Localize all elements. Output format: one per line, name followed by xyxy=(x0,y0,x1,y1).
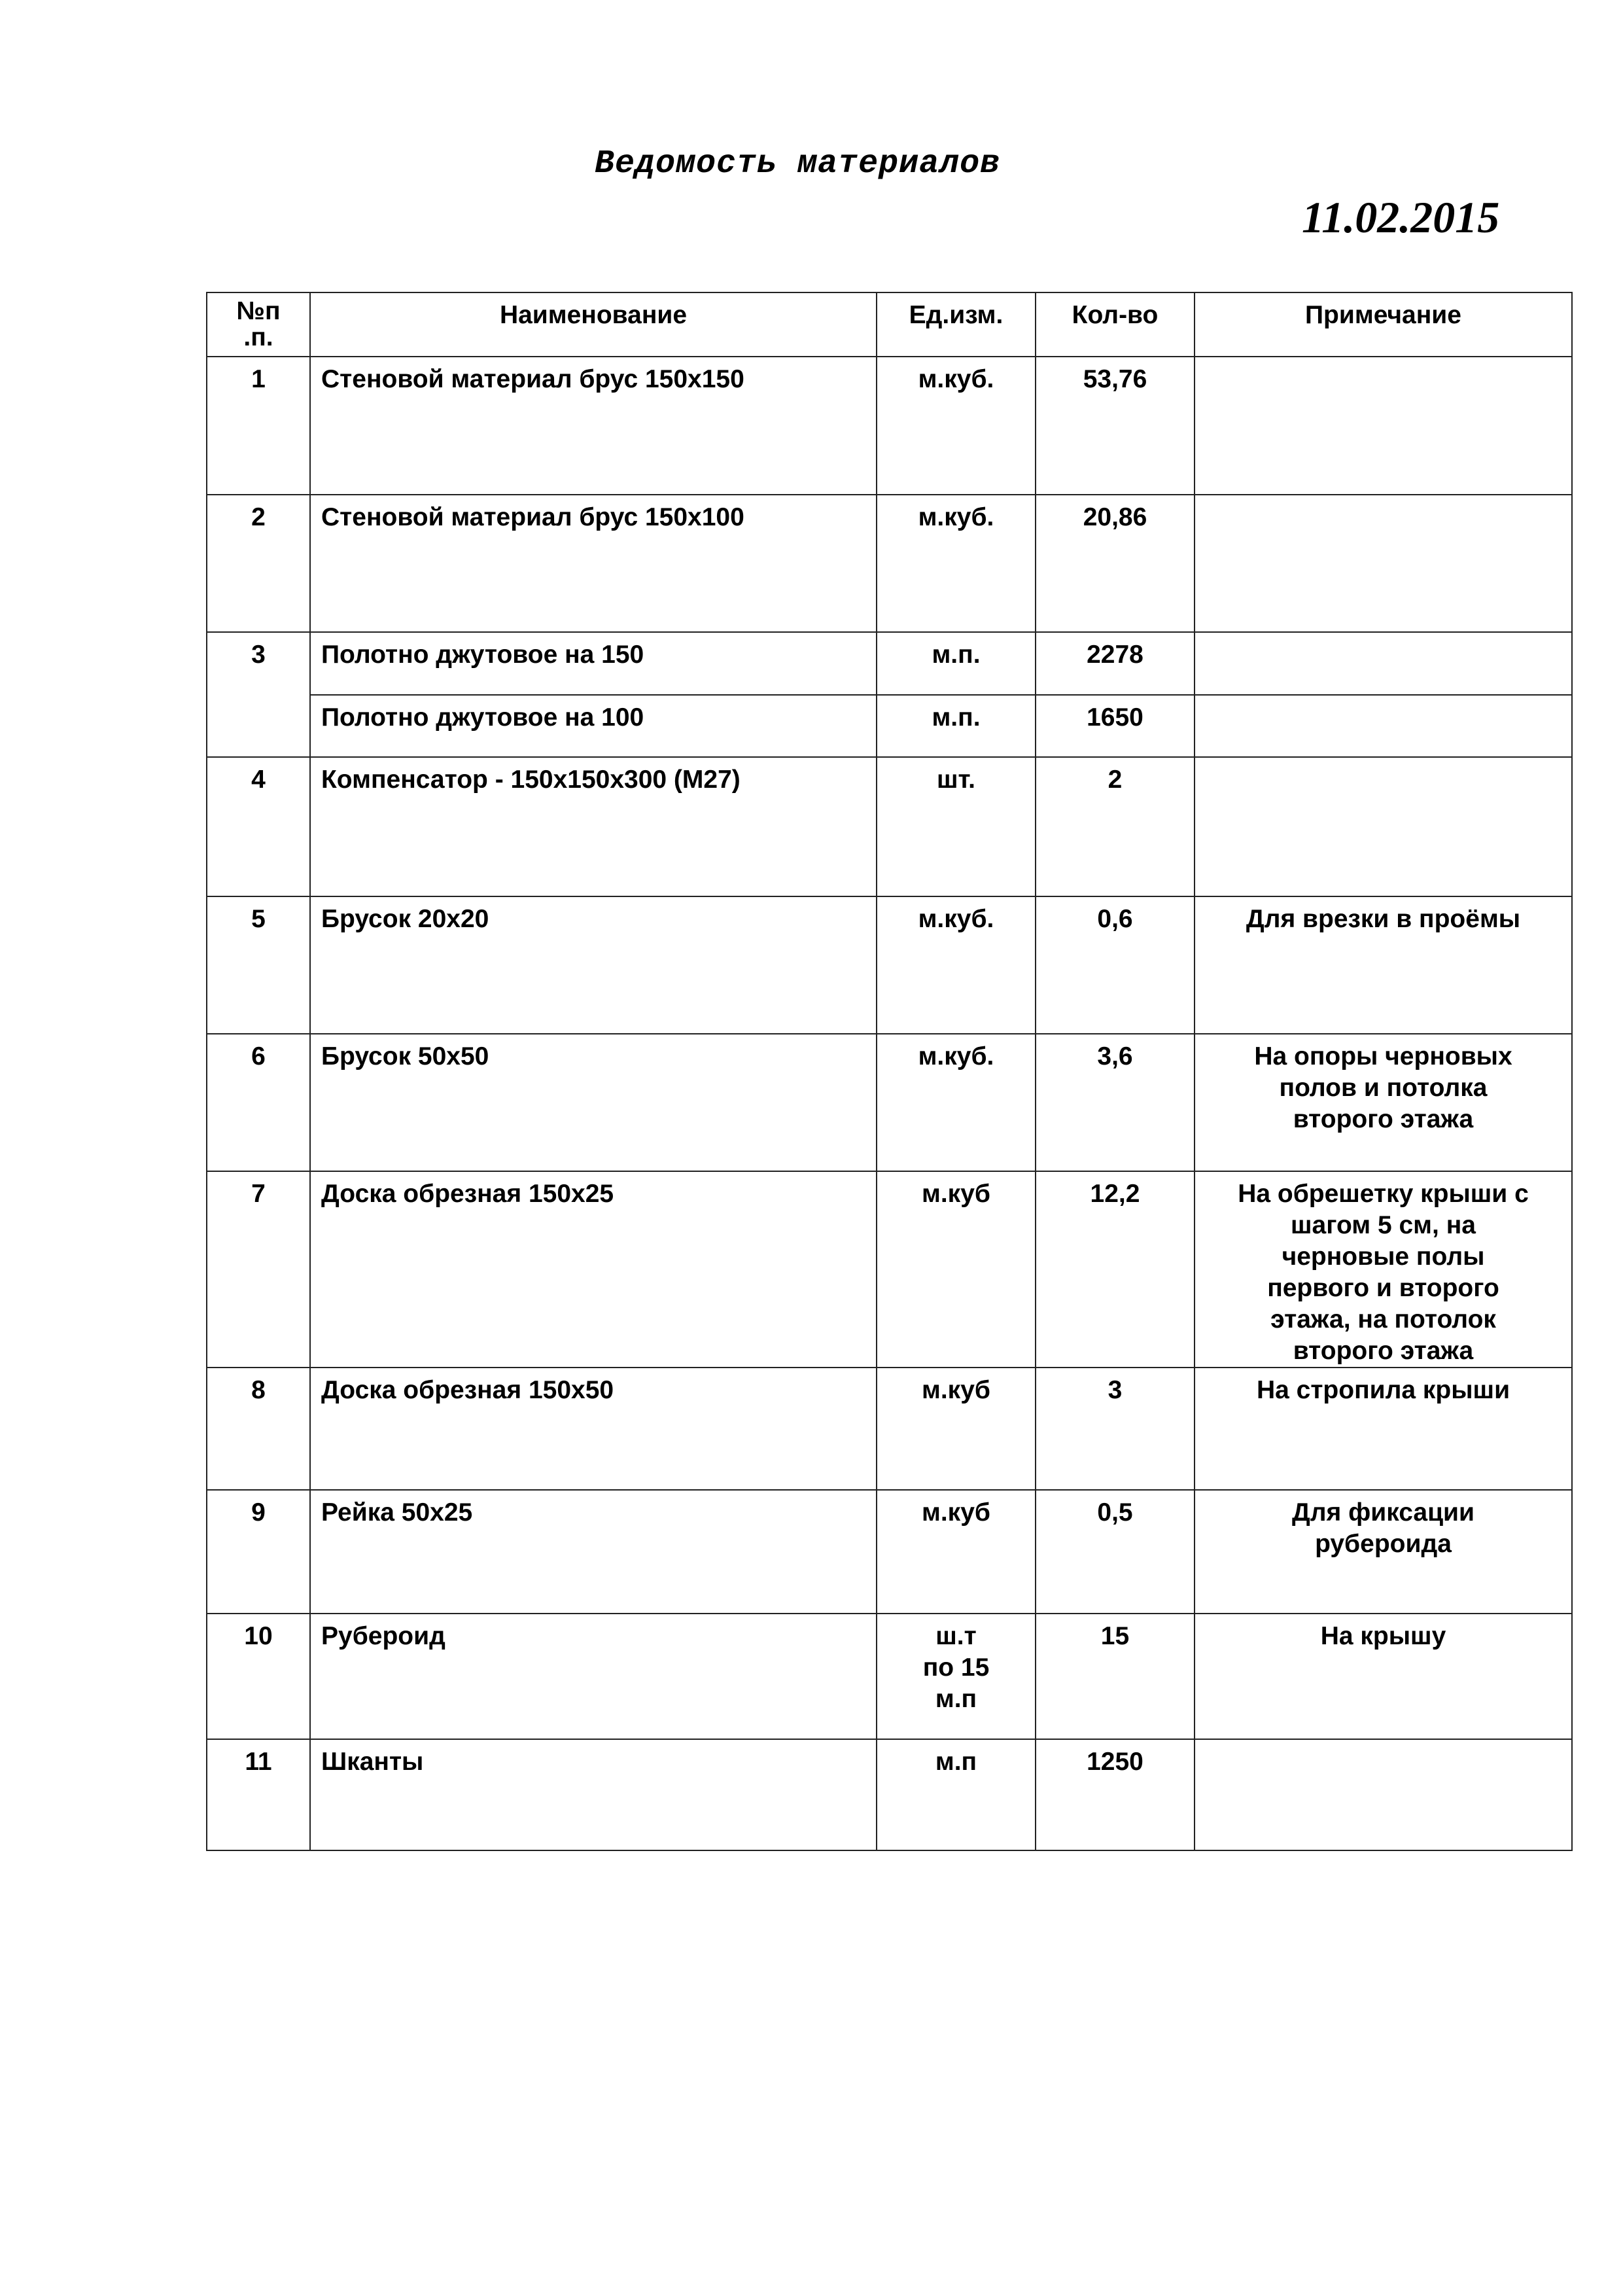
row-num: 1 xyxy=(207,357,310,495)
row-note: Для врезки в проёмы xyxy=(1195,896,1572,1034)
row-name: Рубероид xyxy=(310,1614,877,1739)
row-note xyxy=(1195,632,1572,695)
row-unit: м.куб xyxy=(877,1171,1036,1368)
row-note xyxy=(1195,1171,1572,1368)
row-name: Брусок 20х20 xyxy=(310,896,877,1034)
row-qty: 20,86 xyxy=(1036,495,1195,632)
unit-line: м.п xyxy=(935,1685,977,1713)
row-num: 11 xyxy=(207,1739,310,1850)
row-note xyxy=(1195,1034,1572,1171)
row-name: Шканты xyxy=(310,1739,877,1850)
row-name: Полотно джутовое на 150 xyxy=(310,632,877,695)
row-note: На стропила крыши xyxy=(1195,1368,1572,1490)
row-unit: м.п. xyxy=(877,695,1036,757)
row-num: 8 xyxy=(207,1368,310,1490)
note-line: На обрешетку крыши с xyxy=(1238,1180,1529,1208)
row-num: 6 xyxy=(207,1034,310,1171)
header-unit: Ед.изм. xyxy=(877,292,1036,357)
table-row xyxy=(207,357,1572,495)
row-qty: 1250 xyxy=(1036,1739,1195,1850)
table-row xyxy=(207,1490,1572,1614)
table-row xyxy=(207,1034,1572,1171)
row-note xyxy=(1195,1490,1572,1614)
table-row xyxy=(207,1739,1572,1850)
note-line: Для фиксации xyxy=(1291,1498,1475,1527)
row-qty: 2 xyxy=(1036,757,1195,896)
note-line: второго этажа xyxy=(1293,1105,1474,1133)
document-title: Ведомость материалов xyxy=(595,145,1001,183)
table-row xyxy=(207,695,1572,757)
row-unit: м.п xyxy=(877,1739,1036,1850)
row-note: На крышу xyxy=(1195,1614,1572,1739)
header-num-line1: №п xyxy=(236,297,281,325)
row-unit: м.куб. xyxy=(877,896,1036,1034)
row-note xyxy=(1195,357,1572,495)
table-header-row xyxy=(207,292,1572,357)
row-qty: 12,2 xyxy=(1036,1171,1195,1368)
note-line: первого и второго xyxy=(1267,1274,1499,1302)
table-row xyxy=(207,1614,1572,1739)
note-line: На опоры черновых xyxy=(1254,1042,1512,1070)
row-name: Компенсатор - 150х150х300 (М27) xyxy=(310,757,877,896)
row-note xyxy=(1195,1739,1572,1850)
row-num: 7 xyxy=(207,1171,310,1368)
row-num: 3 xyxy=(207,632,310,757)
header-note: Примечание xyxy=(1195,292,1572,357)
note-line: рубероида xyxy=(1315,1530,1452,1558)
row-num: 2 xyxy=(207,495,310,632)
row-unit: м.куб. xyxy=(877,1034,1036,1171)
row-qty: 53,76 xyxy=(1036,357,1195,495)
row-qty: 1650 xyxy=(1036,695,1195,757)
row-num: 10 xyxy=(207,1614,310,1739)
row-name: Брусок 50х50 xyxy=(310,1034,877,1171)
header-name: Наименование xyxy=(310,292,877,357)
row-unit: шт. xyxy=(877,757,1036,896)
table-row xyxy=(207,896,1572,1034)
note-line: шагом 5 см, на xyxy=(1291,1211,1476,1239)
unit-line: по 15 xyxy=(922,1653,990,1682)
row-note xyxy=(1195,495,1572,632)
table-row xyxy=(207,495,1572,632)
header-num xyxy=(207,292,310,357)
note-line: полов и потолка xyxy=(1279,1074,1488,1102)
row-name: Доска обрезная 150х50 xyxy=(310,1368,877,1490)
row-unit: м.куб xyxy=(877,1490,1036,1614)
row-name: Доска обрезная 150х25 xyxy=(310,1171,877,1368)
table-row xyxy=(207,1171,1572,1368)
note-line: этажа, на потолок xyxy=(1270,1305,1496,1333)
row-unit: м.куб. xyxy=(877,495,1036,632)
header-qty: Кол-во xyxy=(1036,292,1195,357)
document-date: 11.02.2015 xyxy=(1302,192,1500,242)
row-note xyxy=(1195,757,1572,896)
row-name: Стеновой материал брус 150х150 xyxy=(310,357,877,495)
row-qty: 0,5 xyxy=(1036,1490,1195,1614)
note-line: черновые полы xyxy=(1282,1243,1485,1271)
row-unit: м.куб. xyxy=(877,357,1036,495)
row-qty: 15 xyxy=(1036,1614,1195,1739)
row-qty: 0,6 xyxy=(1036,896,1195,1034)
row-unit xyxy=(877,1614,1036,1739)
row-note xyxy=(1195,695,1572,757)
table-row xyxy=(207,757,1572,896)
table-row xyxy=(207,1368,1572,1490)
row-qty: 2278 xyxy=(1036,632,1195,695)
row-unit: м.куб xyxy=(877,1368,1036,1490)
row-num: 9 xyxy=(207,1490,310,1614)
row-num: 4 xyxy=(207,757,310,896)
unit-line: ш.т xyxy=(935,1622,977,1650)
row-qty: 3 xyxy=(1036,1368,1195,1490)
row-num: 5 xyxy=(207,896,310,1034)
table-row xyxy=(207,632,1572,695)
row-name: Стеновой материал брус 150х100 xyxy=(310,495,877,632)
row-qty: 3,6 xyxy=(1036,1034,1195,1171)
header-num-line2: .п. xyxy=(243,323,273,351)
row-unit: м.п. xyxy=(877,632,1036,695)
materials-table xyxy=(206,292,1573,1851)
row-name: Полотно джутовое на 100 xyxy=(310,695,877,757)
row-name: Рейка 50х25 xyxy=(310,1490,877,1614)
note-line: второго этажа xyxy=(1293,1337,1474,1365)
